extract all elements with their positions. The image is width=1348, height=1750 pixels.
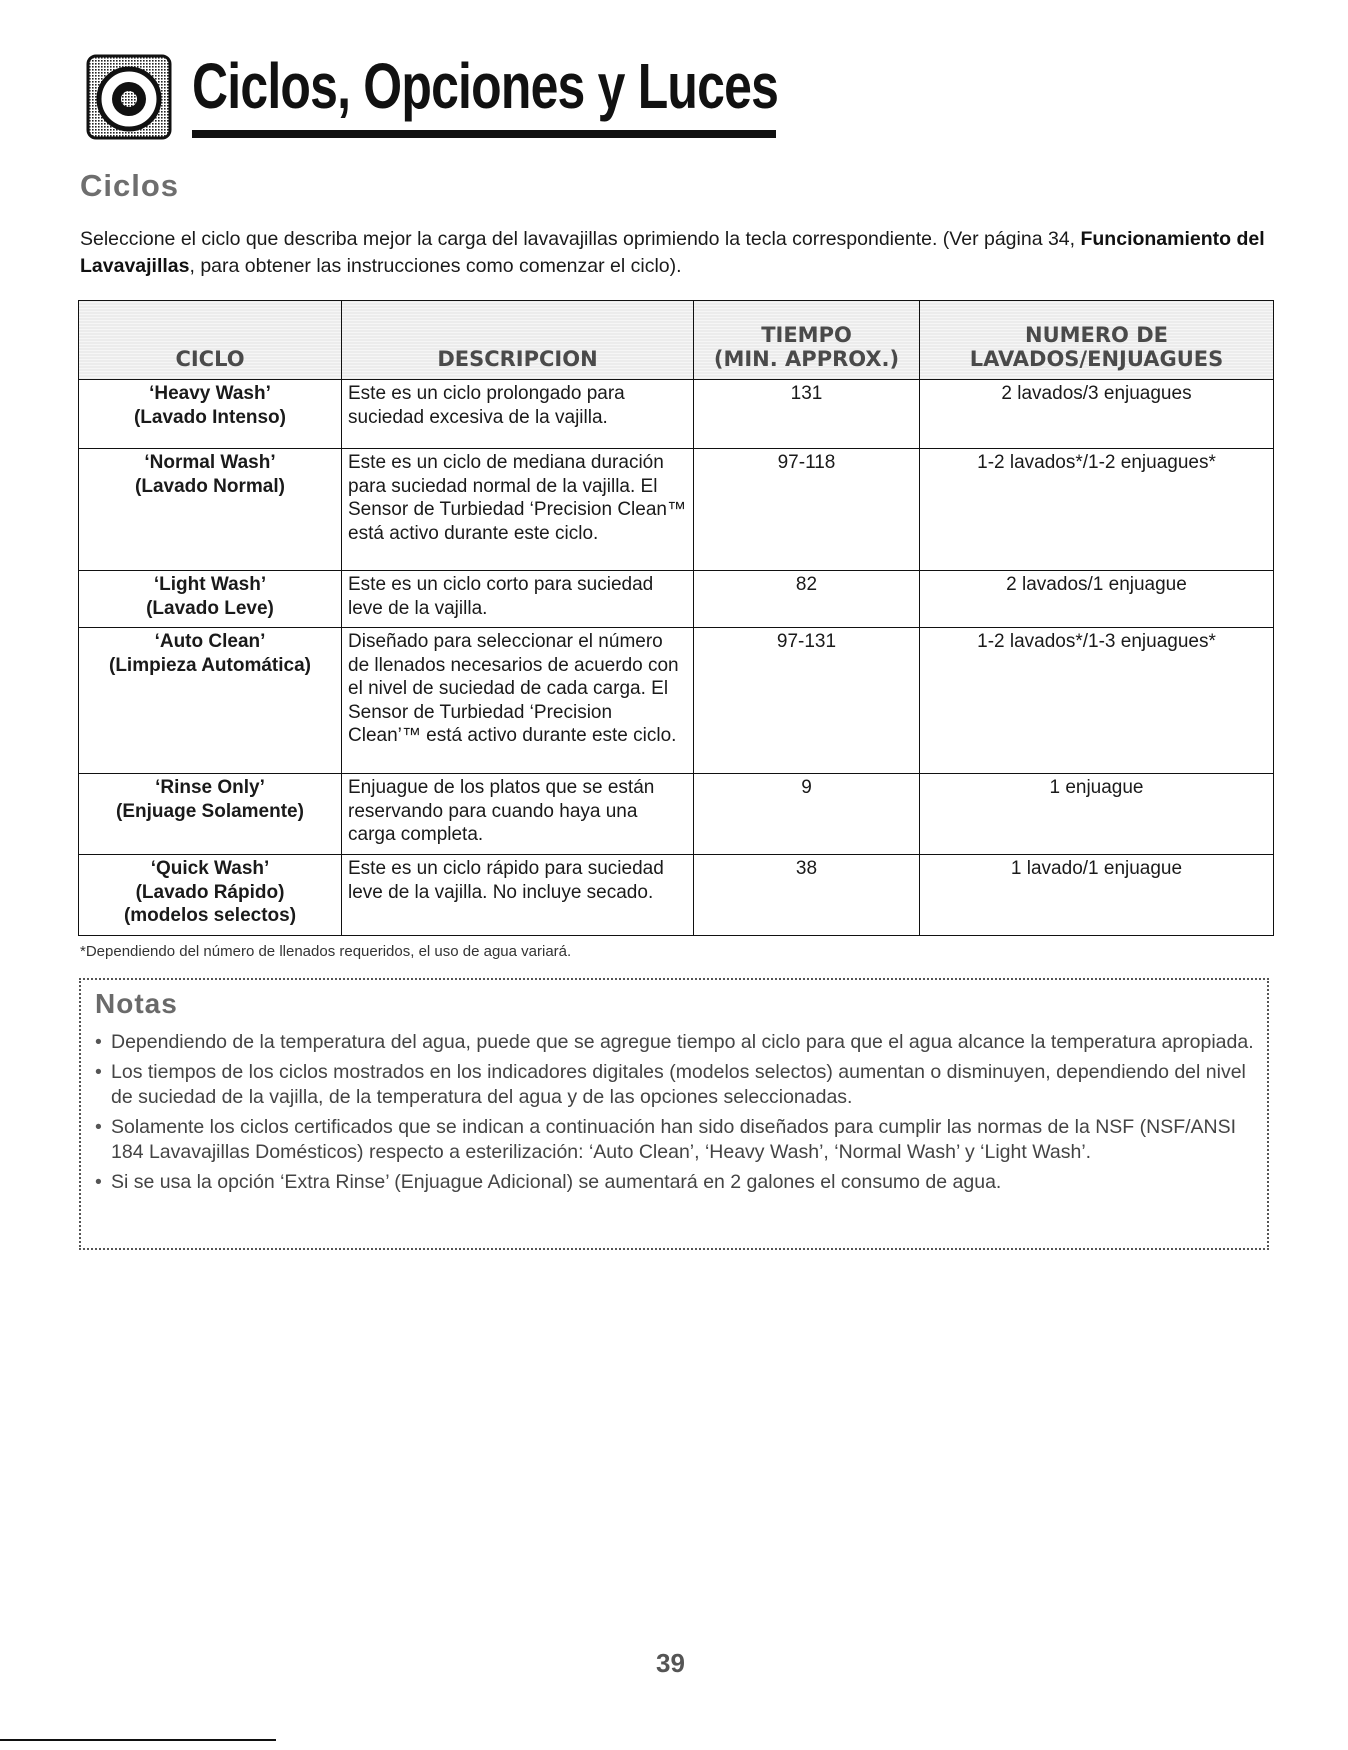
notes-title: Notas [95,988,178,1019]
cycle-washes: 1 lavado/1 enjuague [920,855,1274,936]
table-row [79,449,1274,571]
header-tiempo-line1: TIEMPO [761,323,852,347]
page-header [80,40,780,140]
cycle-name-en: ‘Heavy Wash’ [149,383,271,404]
list-item: • Solamente los ciclos certificados que se indican a continuación han sido diseñados para cumplir las normas de la NSF (NSF/ANSI 184 Lavavajillas Domésticos) respecto a esterilización: ‘Auto Clean’, ‘Heavy Wash’, ‘Normal Wash’ y ‘Light Wash’. [95,1115,1255,1166]
cycle-washes: 1 enjuague [920,774,1274,855]
header-numero-line2: LAVADOS/ENJUAGUES [969,347,1224,371]
cycle-time: 38 [694,855,920,936]
cycle-name-cell [79,628,342,774]
cycle-name-cell [79,380,342,449]
cycle-name-es: (Lavado Normal) [135,475,285,497]
bottom-rule [0,1739,276,1741]
table-header-row [79,301,1274,380]
cycle-name-es: (Limpieza Automática) [109,654,311,676]
title-underline [192,130,776,138]
list-item: • Si se usa la opción ‘Extra Rinse’ (Enjuague Adicional) se aumentará en 2 galones el consumo de agua. [95,1170,1255,1196]
cycle-description: Enjuague de los platos que se están reservando para cuando haya una carga completa. [342,774,694,855]
cycle-description: Este es un ciclo corto para suciedad leve de la vajilla. [342,571,694,628]
header-tiempo-line2: (MIN. APPROX.) [713,347,900,371]
table-row [79,571,1274,628]
table-row [79,774,1274,855]
cycle-time: 97-118 [694,449,920,571]
intro-text-2: , para obtener las instrucciones como comenzar el ciclo). [189,255,682,277]
cycle-name-es: (Enjuage Solamente) [116,800,304,822]
intro-bold-link: Funcionamiento del Lavavajillas [80,228,1265,277]
header-numero-line1: NUMERO DE [1025,323,1168,347]
page-number: 39 [656,1648,685,1678]
list-item: • Dependiendo de la temperatura del agua, puede que se agregue tiempo al ciclo para que el agua alcance la temperatura apropiada. [95,1030,1255,1056]
dishwasher-dial-icon [86,54,172,140]
header-tiempo [694,301,920,380]
section-title: Ciclos [80,168,180,203]
cycle-washes: 1-2 lavados*/1-3 enjuagues* [920,628,1274,774]
cycle-name-cell [79,774,342,855]
cycle-washes: 2 lavados/3 enjuagues [920,380,1274,449]
notes-list [95,1030,1255,1199]
cycle-name-es: (Lavado Rápido) [135,881,285,903]
cycles-table [78,300,1274,936]
notes-box [79,978,1269,1250]
cycle-name-en: ‘Auto Clean’ [154,631,266,652]
cycle-time: 9 [694,774,920,855]
page-title: Ciclos, Opciones y Luces [192,50,779,122]
cycle-time: 97-131 [694,628,920,774]
header-ciclo: CICLO [79,301,342,380]
cycle-description: Este es un ciclo prolongado para suciedad excesiva de la vajilla. [342,380,694,449]
cycle-name-en: ‘Quick Wash’ [150,858,270,879]
cycle-name-es: (Lavado Leve) [146,597,274,619]
header-descripcion: DESCRIPCION [342,301,694,380]
table-row [79,380,1274,449]
cycle-washes: 1-2 lavados*/1-2 enjuagues* [920,449,1274,571]
cycle-name-extra: (modelos selectos) [123,905,297,926]
cycle-name-cell [79,571,342,628]
cycle-description: Este es un ciclo rápido para suciedad leve de la vajilla. No incluye secado. [342,855,694,936]
cycle-name-es: (Lavado Intenso) [133,406,286,428]
header-numero [920,301,1274,380]
cycle-name-en: ‘Rinse Only’ [155,777,265,798]
cycle-washes: 2 lavados/1 enjuague [920,571,1274,628]
cycle-time: 82 [694,571,920,628]
cycle-name-cell [79,449,342,571]
table-row [79,628,1274,774]
cycle-description: Este es un ciclo de mediana duración para suciedad normal de la vajilla. El Sensor de Turbiedad ‘Precision Clean™ está activo durante este ciclo. [342,449,694,571]
table-footnote: *Dependiendo del número de llenados requeridos, el uso de agua variará. [80,943,572,960]
cycle-description: Diseñado para seleccionar el número de llenados necesarios de acuerdo con el nivel de suciedad de cada carga. El Sensor de Turbiedad ‘Precision Clean’™ está activo durante este ciclo. [342,628,694,774]
list-item: • Los tiempos de los ciclos mostrados en los indicadores digitales (modelos selectos) aumentan o disminuyen, dependiendo del nivel de suciedad de la vajilla, de la temperatura del agua y de las opciones seleccionadas. [95,1060,1255,1111]
cycle-name-en: ‘Normal Wash’ [144,452,276,473]
intro-paragraph [80,226,1270,280]
cycle-name-en: ‘Light Wash’ [153,574,267,595]
cycle-name-cell [79,855,342,936]
intro-text-1: Seleccione el ciclo que describa mejor la carga del lavavajillas oprimiendo la tecla correspondiente. (Ver página 34, [80,228,1081,250]
cycle-time: 131 [694,380,920,449]
table-row [79,855,1274,936]
